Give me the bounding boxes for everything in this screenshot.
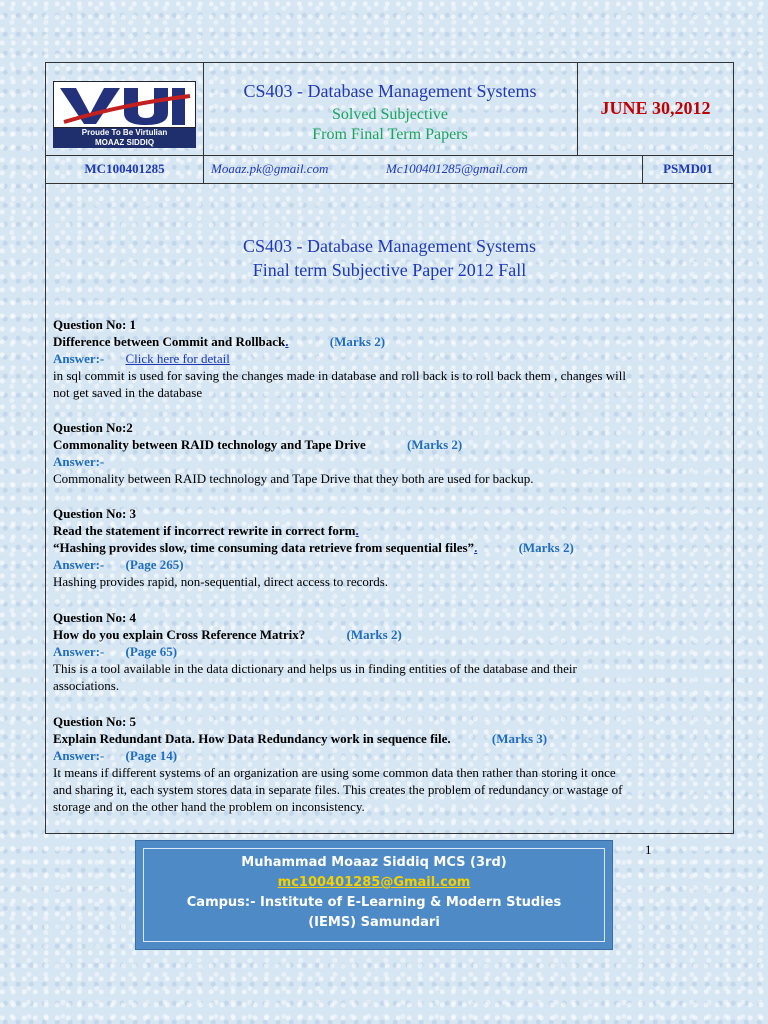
divider	[203, 155, 204, 183]
question-5	[53, 713, 723, 815]
question-1	[53, 316, 723, 401]
answer-line: storage and on the other hand the problem on inconsistency.	[53, 799, 365, 814]
marks-label: (Marks 2)	[346, 627, 402, 642]
answer-row	[53, 643, 723, 660]
answer-line: This is a tool available in the data dictionary and helps us in finding entities of the database and their	[53, 661, 577, 676]
answer-row	[53, 747, 723, 764]
info-row	[46, 155, 733, 184]
question-text: Difference between Commit and Rollback	[53, 334, 286, 349]
answer-row	[53, 350, 723, 367]
footer-campus-2: (IEMS) Samundari	[308, 915, 440, 930]
detail-link[interactable]: Click here for detail	[125, 351, 230, 366]
document-page	[45, 62, 734, 834]
question-text-tail: .	[355, 523, 359, 538]
email-link-1[interactable]: Moaaz.pk@gmail.com	[211, 161, 329, 176]
question-text: How do you explain Cross Reference Matrix?	[53, 627, 306, 642]
question-text-row	[53, 626, 723, 643]
header-title: CS403 - Database Management Systems	[243, 81, 537, 101]
header-subtitles	[204, 105, 576, 145]
answer-line: Commonality between RAID technology and Tape Drive that they both are used for backup.	[53, 471, 534, 486]
question-text: Commonality between RAID technology and Tape Drive	[53, 437, 366, 452]
footer-email-link[interactable]: mc100401285@Gmail.com	[277, 875, 471, 890]
question-text-row	[53, 522, 723, 539]
answer-line: associations.	[53, 678, 120, 693]
footer-name: Muhammad Moaaz Siddiq MCS (3rd)	[241, 855, 507, 870]
question-label: Question No: 3	[53, 506, 137, 521]
question-text-row	[53, 436, 723, 453]
logo-graphic	[53, 81, 196, 128]
header	[46, 63, 733, 156]
answer-line: in sql commit is used for saving the changes made in database and roll back is to roll back them , changes will	[53, 368, 626, 383]
question-text-row	[53, 730, 723, 747]
header-date: JUNE 30,2012	[600, 98, 711, 118]
question-text-2: “Hashing provides slow, time consuming data retrieve from sequential files”	[53, 540, 475, 555]
vu-logo-icon	[54, 82, 195, 127]
question-label: Question No:2	[53, 420, 133, 435]
question-2	[53, 419, 723, 487]
question-text-row-2	[53, 539, 723, 556]
answer-line: It means if different systems of an organization are using some common data then rather than storing it once	[53, 765, 616, 780]
question-text: Read the statement if incorrect rewrite in correct form	[53, 523, 356, 538]
marks-label: (Marks 3)	[491, 731, 548, 746]
page-ref: (Page 14)	[125, 748, 178, 763]
page-ref: (Page 65)	[125, 644, 178, 659]
answer-label: Answer:-	[53, 351, 105, 366]
question-text: Explain Redundant Data. How Data Redundancy work in sequence file.	[53, 731, 451, 746]
answer-label: Answer:-	[53, 557, 105, 572]
email-link-2[interactable]: Mc100401285@gmail.com	[386, 161, 528, 176]
answer-line: and sharing it, each system stores data in separate files. This creates the problem of redundancy or wastage of	[53, 782, 623, 797]
footer-banner	[135, 840, 613, 950]
footer-campus: Campus:- Institute of E-Learning & Modern Studies	[186, 895, 562, 910]
footer-frame	[143, 848, 605, 942]
header-subtitle-1: Solved Subjective	[332, 106, 448, 123]
doc-title-line1: CS403 - Database Management Systems	[243, 236, 536, 256]
student-id: MC100401285	[84, 161, 165, 176]
logo-tag-line1: Proude To Be Virtulian	[81, 128, 168, 137]
page-number: 1	[645, 842, 652, 857]
question-text-row	[53, 333, 723, 350]
header-subtitle-2: From Final Term Papers	[312, 126, 468, 143]
logo-tag-line2: MOAAZ SIDDIQ	[94, 138, 155, 147]
question-label: Question No: 1	[53, 317, 137, 332]
doc-code: PSMD01	[663, 161, 713, 176]
page-ref: (Page 265)	[125, 557, 184, 572]
question-label: Question No: 4	[53, 610, 137, 625]
answer-line: Hashing provides rapid, non-sequential, direct access to records.	[53, 574, 389, 589]
marks-label: (Marks 2)	[406, 437, 463, 452]
question-4	[53, 609, 723, 694]
doc-title-line2: Final term Subjective Paper 2012 Fall	[252, 260, 527, 280]
marks-label: (Marks 2)	[329, 334, 386, 349]
question-label: Question No: 5	[53, 714, 137, 729]
logo-tagline	[53, 128, 196, 148]
question-text-tail: .	[285, 334, 289, 349]
answer-line: not get saved in the database	[53, 385, 203, 400]
answer-label: Answer:-	[53, 454, 105, 469]
question-3	[53, 505, 723, 590]
answer-row	[53, 556, 723, 573]
answer-label: Answer:-	[53, 644, 105, 659]
marks-label: (Marks 2)	[518, 540, 574, 555]
vu-logo	[53, 81, 196, 151]
question-text2-tail: .	[474, 540, 478, 555]
answer-label: Answer:-	[53, 748, 105, 763]
